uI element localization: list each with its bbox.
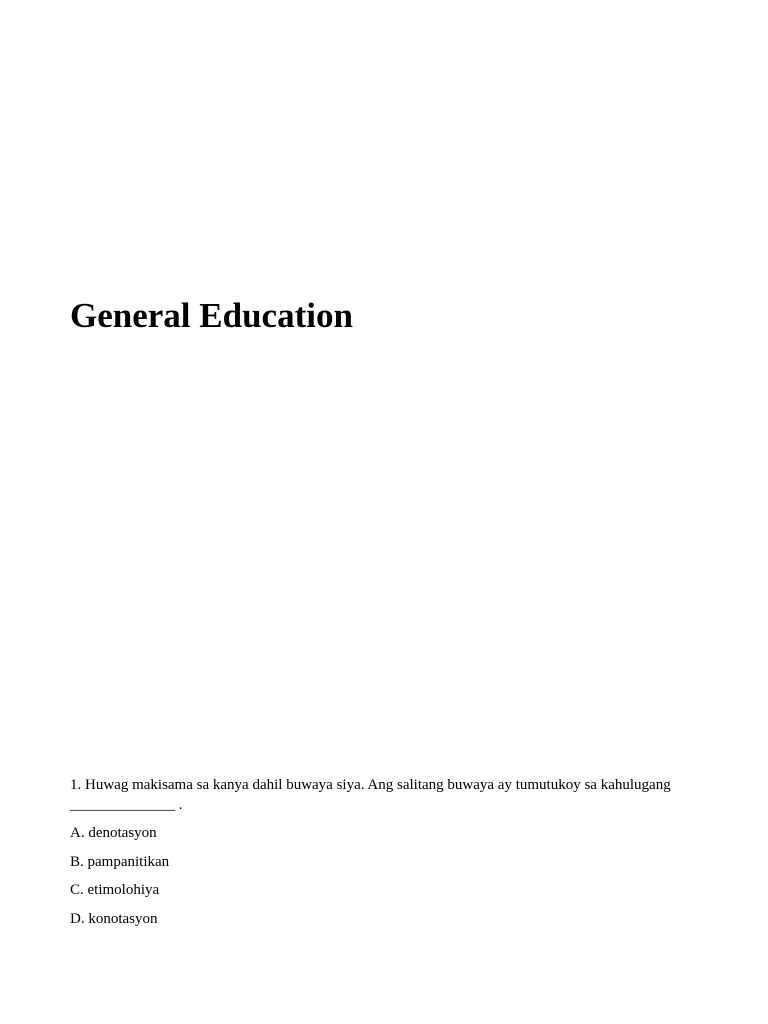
option-a: A. denotasyon [70,825,157,841]
question-stem: 1. Huwag makisama sa kanya dahil buwaya siya. Ang salitang buwaya ay tumutukoy sa kahulugang [70,777,671,793]
option-d: D. konotasyon [70,910,158,927]
question-blank: ______________ . [70,797,183,813]
page-title: General Education [70,296,353,335]
option-c: C. etimolohiya [70,882,160,898]
option-b: B. pampanitikan [70,853,170,870]
answer-options [70,823,169,937]
question-1 [70,775,710,815]
